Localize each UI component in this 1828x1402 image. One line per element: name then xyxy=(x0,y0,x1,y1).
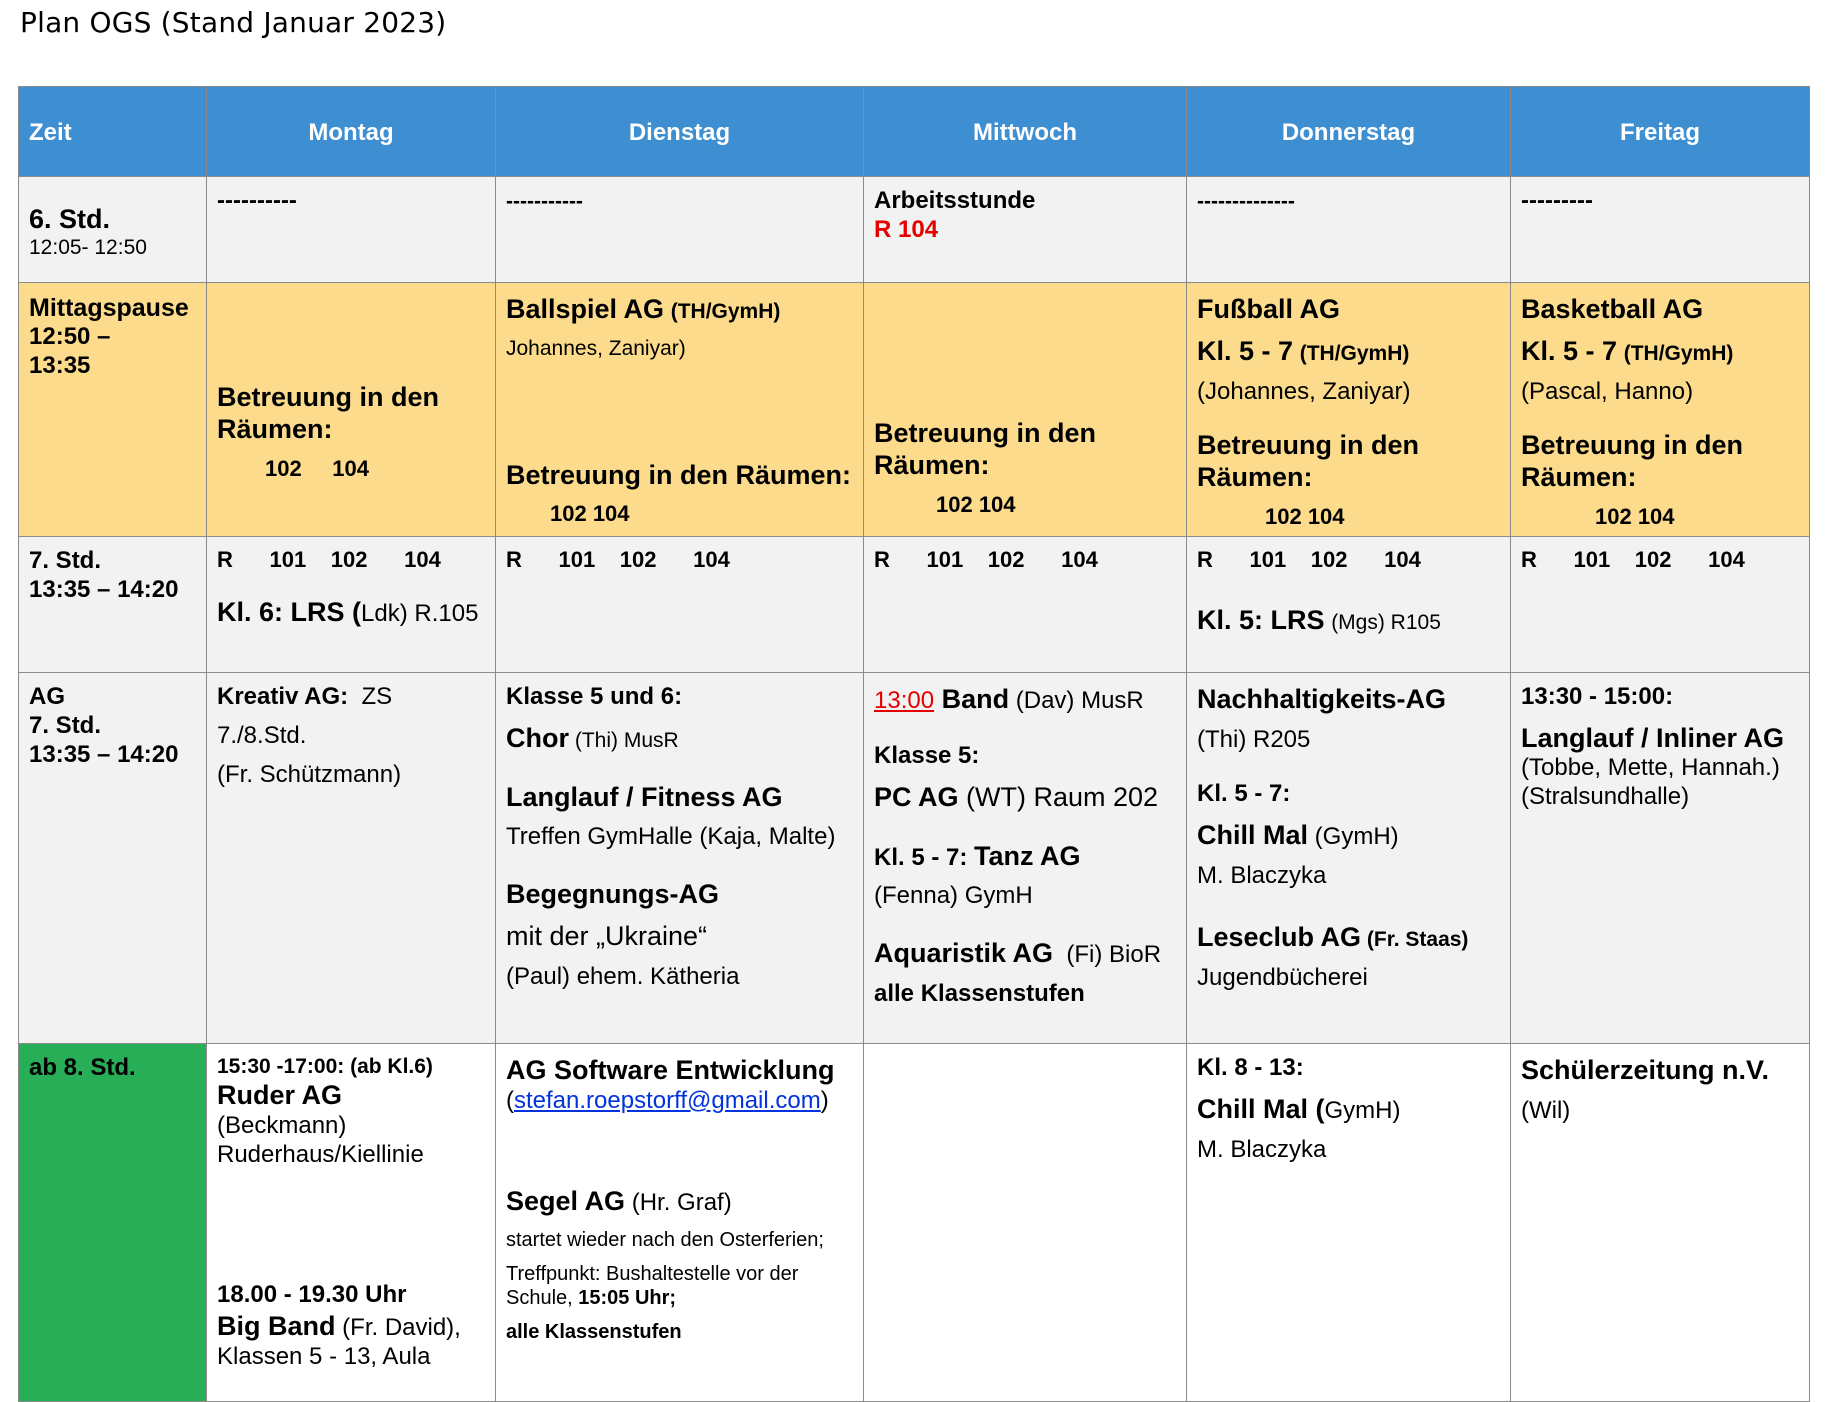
activity-detail: (WT) Raum 202 xyxy=(958,781,1159,812)
cell-di-8 xyxy=(496,1044,864,1402)
rooms-list: R 101 102 104 xyxy=(1197,547,1421,573)
room-label: R 104 xyxy=(874,215,939,243)
time-range: 12:50 – xyxy=(29,323,111,350)
cell-do-7 xyxy=(1187,537,1511,673)
row-6-std xyxy=(19,177,1810,283)
cell-mi-mittag xyxy=(864,283,1187,537)
activity-detail: (GymH) xyxy=(1308,823,1399,851)
time-label: 7. Std. xyxy=(29,547,102,575)
betreuung-label: Räumen: xyxy=(874,450,990,481)
paren-open: ( xyxy=(506,1086,514,1114)
betreuung-label: Betreuung in den Räumen: xyxy=(506,459,852,490)
activity-people: (Wil) xyxy=(1521,1096,1571,1124)
activity-title: Chill Mal xyxy=(1197,820,1309,851)
activity-class: Kl. 5 - 7: xyxy=(874,843,975,871)
activity-people: (Tobbe, Mette, Hannah.) xyxy=(1521,754,1780,782)
rooms-list: 102 104 xyxy=(1265,503,1345,529)
cell-fr-8 xyxy=(1511,1044,1810,1402)
activity-time: 18.00 - 19.30 Uhr xyxy=(217,1281,407,1309)
activity-people: (Hr. Graf) xyxy=(625,1189,732,1217)
activity-people: M. Blaczyka xyxy=(1197,861,1327,889)
rooms-list: R 101 102 104 xyxy=(1521,547,1745,573)
activity-title: Arbeitsstunde xyxy=(874,187,1036,214)
schedule-table xyxy=(18,86,1810,1402)
time-label: AG xyxy=(29,683,65,711)
cell-do-6 xyxy=(1187,177,1511,283)
activity-place: (TH/GymH) xyxy=(670,300,781,323)
cell-mo-8 xyxy=(207,1044,496,1402)
paren-close: ) xyxy=(820,1086,829,1114)
row-ag-7-std xyxy=(19,673,1810,1044)
activity-detail: (Thi) R205 xyxy=(1197,725,1311,753)
time-cell-7 xyxy=(19,537,207,673)
cell-mo-6 xyxy=(207,177,496,283)
cell-di-7 xyxy=(496,537,864,673)
cell-mi-ag xyxy=(864,673,1187,1044)
activity-title: Segel AG xyxy=(506,1186,626,1217)
activity-detail: (Fi) BioR xyxy=(1053,941,1162,969)
activity-title: Fußball AG xyxy=(1197,294,1340,324)
row-7-std xyxy=(19,537,1810,673)
rooms-list: 102 104 xyxy=(550,501,630,527)
betreuung-label: Räumen: xyxy=(1197,462,1313,493)
cell-fr-6 xyxy=(1511,177,1810,283)
rooms-list: 102 104 xyxy=(1595,503,1675,529)
rooms-list: 102 104 xyxy=(265,455,369,481)
activity-class: Klasse 5: xyxy=(874,741,980,769)
empty-dashes: -------------- xyxy=(1197,190,1295,213)
activity-detail: mit der „Ukraine“ xyxy=(506,921,708,952)
email-link[interactable]: stefan.roepstorff@gmail.com xyxy=(514,1086,821,1114)
activity-note: alle Klassenstufen xyxy=(506,1321,682,1344)
activity-place: Ruderhaus/Kiellinie xyxy=(217,1140,424,1168)
cell-mi-6 xyxy=(864,177,1187,283)
activity-note: alle Klassenstufen xyxy=(874,979,1085,1007)
activity-title: Kl. 5: LRS xyxy=(1197,604,1325,635)
activity-detail: Treffen GymHalle (Kaja, Malte) xyxy=(506,823,836,851)
activity-people: (Fenna) GymH xyxy=(874,882,1033,910)
cell-di-6 xyxy=(496,177,864,283)
activity-detail: (Thi) MusR xyxy=(569,728,679,752)
header-mittwoch: Mittwoch xyxy=(864,87,1187,177)
betreuung-label: Betreuung in den xyxy=(217,382,439,412)
activity-title: Band xyxy=(934,684,1010,715)
cell-di-ag xyxy=(496,673,864,1044)
betreuung-label: Betreuung in den xyxy=(874,418,1096,448)
activity-time: 15:05 Uhr; xyxy=(578,1287,677,1310)
time-cell-ag xyxy=(19,673,207,1044)
activity-class: Kl. 5 - 7 xyxy=(1197,336,1294,367)
activity-title: Begegnungs-AG xyxy=(506,878,719,909)
header-zeit: Zeit xyxy=(19,87,207,177)
time-range: 13:35 – 14:20 xyxy=(29,575,179,603)
activity-class: Kl. 8 - 13: xyxy=(1197,1054,1304,1082)
header-dienstag: Dienstag xyxy=(496,87,864,177)
activity-detail: 7./8.Std. xyxy=(217,721,307,749)
activity-people: (Beckmann) xyxy=(217,1111,347,1139)
activity-people: (Fr. David), xyxy=(335,1314,461,1342)
activity-title: Langlauf / Fitness AG xyxy=(506,781,783,812)
time-label: 7. Std. xyxy=(29,711,102,739)
empty-dashes: --------- xyxy=(1521,187,1593,214)
header-donnerstag: Donnerstag xyxy=(1187,87,1511,177)
cell-mi-8 xyxy=(864,1044,1187,1402)
cell-fr-mittag xyxy=(1511,283,1810,537)
activity-class: Kl. 5 - 7 xyxy=(1521,336,1618,367)
rooms-list: 102 104 xyxy=(936,491,1016,517)
activity-title: Chill Mal ( xyxy=(1197,1093,1325,1124)
activity-place: Klassen 5 - 13, Aula xyxy=(217,1342,431,1370)
activity-note: startet wieder nach den Osterferien; xyxy=(506,1229,824,1252)
activity-people: (Johannes, Zaniyar) xyxy=(1197,378,1411,406)
activity-people: (Fr. Schützmann) xyxy=(217,760,402,788)
activity-title: Kreativ AG: xyxy=(217,683,349,711)
row-ab-8-std xyxy=(19,1044,1810,1402)
activity-title: Leseclub AG xyxy=(1197,921,1362,952)
activity-title: Nachhaltigkeits-AG xyxy=(1197,684,1447,715)
rooms-list: R 101 102 104 xyxy=(506,547,730,573)
row-mittagspause xyxy=(19,283,1810,537)
header-row xyxy=(19,87,1810,177)
activity-class: Kl. 5 - 7: xyxy=(1197,780,1291,808)
activity-title: Ballspiel AG xyxy=(506,294,665,324)
activity-title: Chor xyxy=(506,722,569,753)
header-montag: Montag xyxy=(207,87,496,177)
cell-do-8 xyxy=(1187,1044,1511,1402)
time-cell-8 xyxy=(19,1044,207,1402)
activity-place: (Stralsundhalle) xyxy=(1521,783,1690,811)
time-range: 13:35 xyxy=(29,351,91,379)
activity-detail: GymH) xyxy=(1324,1096,1401,1124)
activity-detail: (Mgs) R105 xyxy=(1331,610,1441,634)
activity-place: (TH/GymH) xyxy=(1299,342,1410,366)
activity-note: Treffpunkt: Bushaltestelle vor der Schule, xyxy=(506,1263,799,1310)
activity-title: AG Software Entwicklung xyxy=(506,1055,835,1086)
betreuung-label: Räumen: xyxy=(217,414,333,445)
empty-dashes: ----------- xyxy=(506,190,583,213)
time-cell-mittag xyxy=(19,283,207,537)
activity-detail: ZS xyxy=(348,683,393,711)
activity-people: (Paul) ehem. Kätheria xyxy=(506,962,740,990)
cell-fr-7 xyxy=(1511,537,1810,673)
activity-people: Johannes, Zaniyar) xyxy=(506,336,686,360)
activity-title: Aquaristik AG xyxy=(874,938,1054,969)
page-title: Plan OGS (Stand Januar 2023) xyxy=(20,6,447,39)
time-range: 13:35 – 14:20 xyxy=(29,740,179,768)
rooms-list: R 101 102 104 xyxy=(217,547,441,573)
cell-mo-mittag xyxy=(207,283,496,537)
time-label: 6. Std. xyxy=(29,204,111,234)
activity-title: Schülerzeitung n.V. xyxy=(1521,1055,1770,1086)
time-start: 13:00 xyxy=(874,687,935,715)
betreuung-label: Betreuung in den xyxy=(1521,429,1743,460)
activity-time: 13:30 - 15:00: xyxy=(1521,683,1674,711)
cell-do-ag xyxy=(1187,673,1511,1044)
activity-title: Big Band xyxy=(217,1311,336,1342)
empty-dashes: ---------- xyxy=(217,187,297,214)
activity-title: PC AG xyxy=(874,781,959,812)
activity-detail: (Dav) MusR xyxy=(1009,687,1144,715)
activity-place: Jugendbücherei xyxy=(1197,963,1368,991)
activity-place: (TH/GymH) xyxy=(1623,342,1734,366)
cell-mo-7 xyxy=(207,537,496,673)
activity-title: Basketball AG xyxy=(1521,294,1704,324)
activity-people: (Pascal, Hanno) xyxy=(1521,378,1694,406)
activity-title: Ruder AG xyxy=(217,1080,343,1111)
betreuung-label: Betreuung in den xyxy=(1197,429,1419,460)
time-label: Mittagspause xyxy=(29,294,189,322)
time-range: 12:05- 12:50 xyxy=(29,236,147,260)
activity-title: Langlauf / Inliner AG xyxy=(1521,722,1785,753)
time-cell-6 xyxy=(19,177,207,283)
rooms-list: R 101 102 104 xyxy=(874,547,1098,573)
cell-di-mittag xyxy=(496,283,864,537)
cell-do-mittag xyxy=(1187,283,1511,537)
activity-people: M. Blaczyka xyxy=(1197,1135,1327,1163)
header-freitag: Freitag xyxy=(1511,87,1810,177)
cell-mi-7 xyxy=(864,537,1187,673)
activity-class: Klasse 5 und 6: xyxy=(506,683,683,711)
activity-detail: Ldk) R.105 xyxy=(361,599,479,627)
cell-mo-ag xyxy=(207,673,496,1044)
time-label: ab 8. Std. xyxy=(29,1054,136,1082)
betreuung-label: Räumen: xyxy=(1521,462,1637,493)
activity-people: (Fr. Staas) xyxy=(1361,927,1469,951)
activity-time: 15:30 -17:00: (ab Kl.6) xyxy=(217,1055,433,1079)
activity-title: Kl. 6: LRS ( xyxy=(217,596,362,627)
activity-title: Tanz AG xyxy=(974,840,1081,871)
cell-fr-ag xyxy=(1511,673,1810,1044)
